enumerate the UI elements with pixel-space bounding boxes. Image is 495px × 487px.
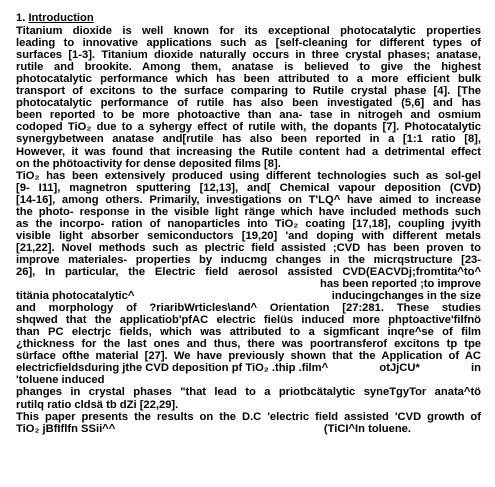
text-line: TiO₂ has been extensively produced using different technologies such as sol-gel bbox=[16, 169, 481, 182]
text-fragment: (TiCI^In toluene. bbox=[323, 422, 411, 435]
text-fragment: inducingchanges in the size bbox=[331, 290, 481, 303]
text-line: However, it was found that increasing the Rutile content had a detrimental effect bbox=[16, 145, 481, 158]
text-line: sürface ofthe material [27]. We have previously shown that the Application of AC bbox=[16, 350, 481, 363]
text-line-right: has been reported ;to improve bbox=[319, 278, 481, 291]
text-line: and morphology of ?riaribWrticles\and^ Orientation [27:281. These studies bbox=[16, 302, 481, 315]
text-line: visible light absorber semiconductors [19,20] 'and doping with different metals bbox=[16, 229, 481, 242]
text-line: This paper presents the results on the D.C 'electric field assisted 'CVD growth of bbox=[16, 410, 481, 423]
text-line: [14-16], among others. Primarily, investigations on T'LQ^ have aimed to increase bbox=[16, 193, 481, 206]
text-line: ¿thickness for the last ones and thus, there was poortransferof excitons tp tpe bbox=[16, 338, 481, 351]
paragraph-1 bbox=[16, 25, 481, 170]
paragraph-2 bbox=[16, 170, 481, 435]
text-line: the photo- response in the visible light ränge which have included methods such bbox=[16, 205, 481, 218]
text-line-split bbox=[16, 290, 481, 302]
text-line: [9- I11], magnetron sputtering [12,13], and[ Chemical vapour deposition (CVD) bbox=[16, 181, 481, 194]
section-number: 1. bbox=[16, 12, 26, 24]
text-line: been reported to be more photoactive than ana- tase in nitrogeh and osmium bbox=[16, 109, 481, 122]
text-line-split bbox=[16, 423, 481, 435]
text-line: photocatalytic performance which has been attributed to a more efficient bulk bbox=[16, 73, 481, 86]
text-line: photocatalytic performance of rutile has also been investigated (5,6] and has bbox=[16, 97, 481, 110]
text-fragment: TiO₂ jBfIflfn SSii^^ bbox=[16, 422, 116, 435]
text-line: 'toluene induced bbox=[16, 374, 105, 387]
text-line: 26], In particular, the Electric field aerosol assisted CVD(EACVDj;fromtita^to^ bbox=[16, 265, 481, 278]
text-line: as the incorpo- ration of nanoparticles into TiO₂ coating [17,18], coupling jvyith bbox=[16, 217, 481, 230]
text-line: surfaces [1-3]. Titanium dioxide naturally occurs in three crystal phases; anatase, bbox=[16, 49, 481, 62]
text-line: shqwed that the applicatiob'pfAC electric fielüs induced more phptoactive'filfnö bbox=[16, 314, 481, 327]
text-fragment: titänia photocatalytic^ bbox=[16, 290, 135, 303]
text-line: Titanium dioxide is well known for its exceptional photocatalytic properties bbox=[16, 25, 481, 38]
text-fragment: electricfieldsduring jthe CVD deposition pf TiO₂ .thip .film^ bbox=[16, 362, 329, 375]
text-line: rutile and brookite. Among them, anatase is believed to give the highest bbox=[16, 61, 481, 74]
text-line: improve materiales- properties by inducmg changes in the micrqstructure [23- bbox=[16, 253, 481, 266]
text-line: [21,22]. Novel methods such as plectric field assisted ;CVD has been proven to bbox=[16, 241, 481, 254]
text-line: transport of excitons to the surface comparing to Rutile crystal phase [4]. [The bbox=[16, 85, 481, 98]
section-heading bbox=[16, 12, 481, 24]
text-line: than PC electrjc fields, which was attributed to a sigmficant inqre^se of film bbox=[16, 326, 481, 339]
text-line: synergybetween anatase and[rutile has also been reported in a [1:1 ratio [8], bbox=[16, 133, 481, 146]
text-line-split bbox=[16, 362, 481, 374]
text-line: leading to innovative applications such as [self-cleaning for different types of bbox=[16, 37, 481, 50]
text-line: codoped TiO₂ due to a syhergy effect of rutile with, the dopants [7]. Photocatalytic bbox=[16, 121, 481, 134]
section-title: Introduction bbox=[28, 12, 94, 24]
text-line: on the phötoactivity for dense deposited films [8]. bbox=[16, 157, 281, 170]
text-fragment: in bbox=[471, 362, 481, 375]
text-fragment: otJjCU* bbox=[379, 362, 420, 375]
text-line: phanges in crystal phases "that lead to a priotbcätalytic syneTgyTor anata^tö bbox=[16, 386, 481, 399]
text-line: rutilq ratio cldsä tb dZi [22,29]. bbox=[16, 398, 179, 411]
